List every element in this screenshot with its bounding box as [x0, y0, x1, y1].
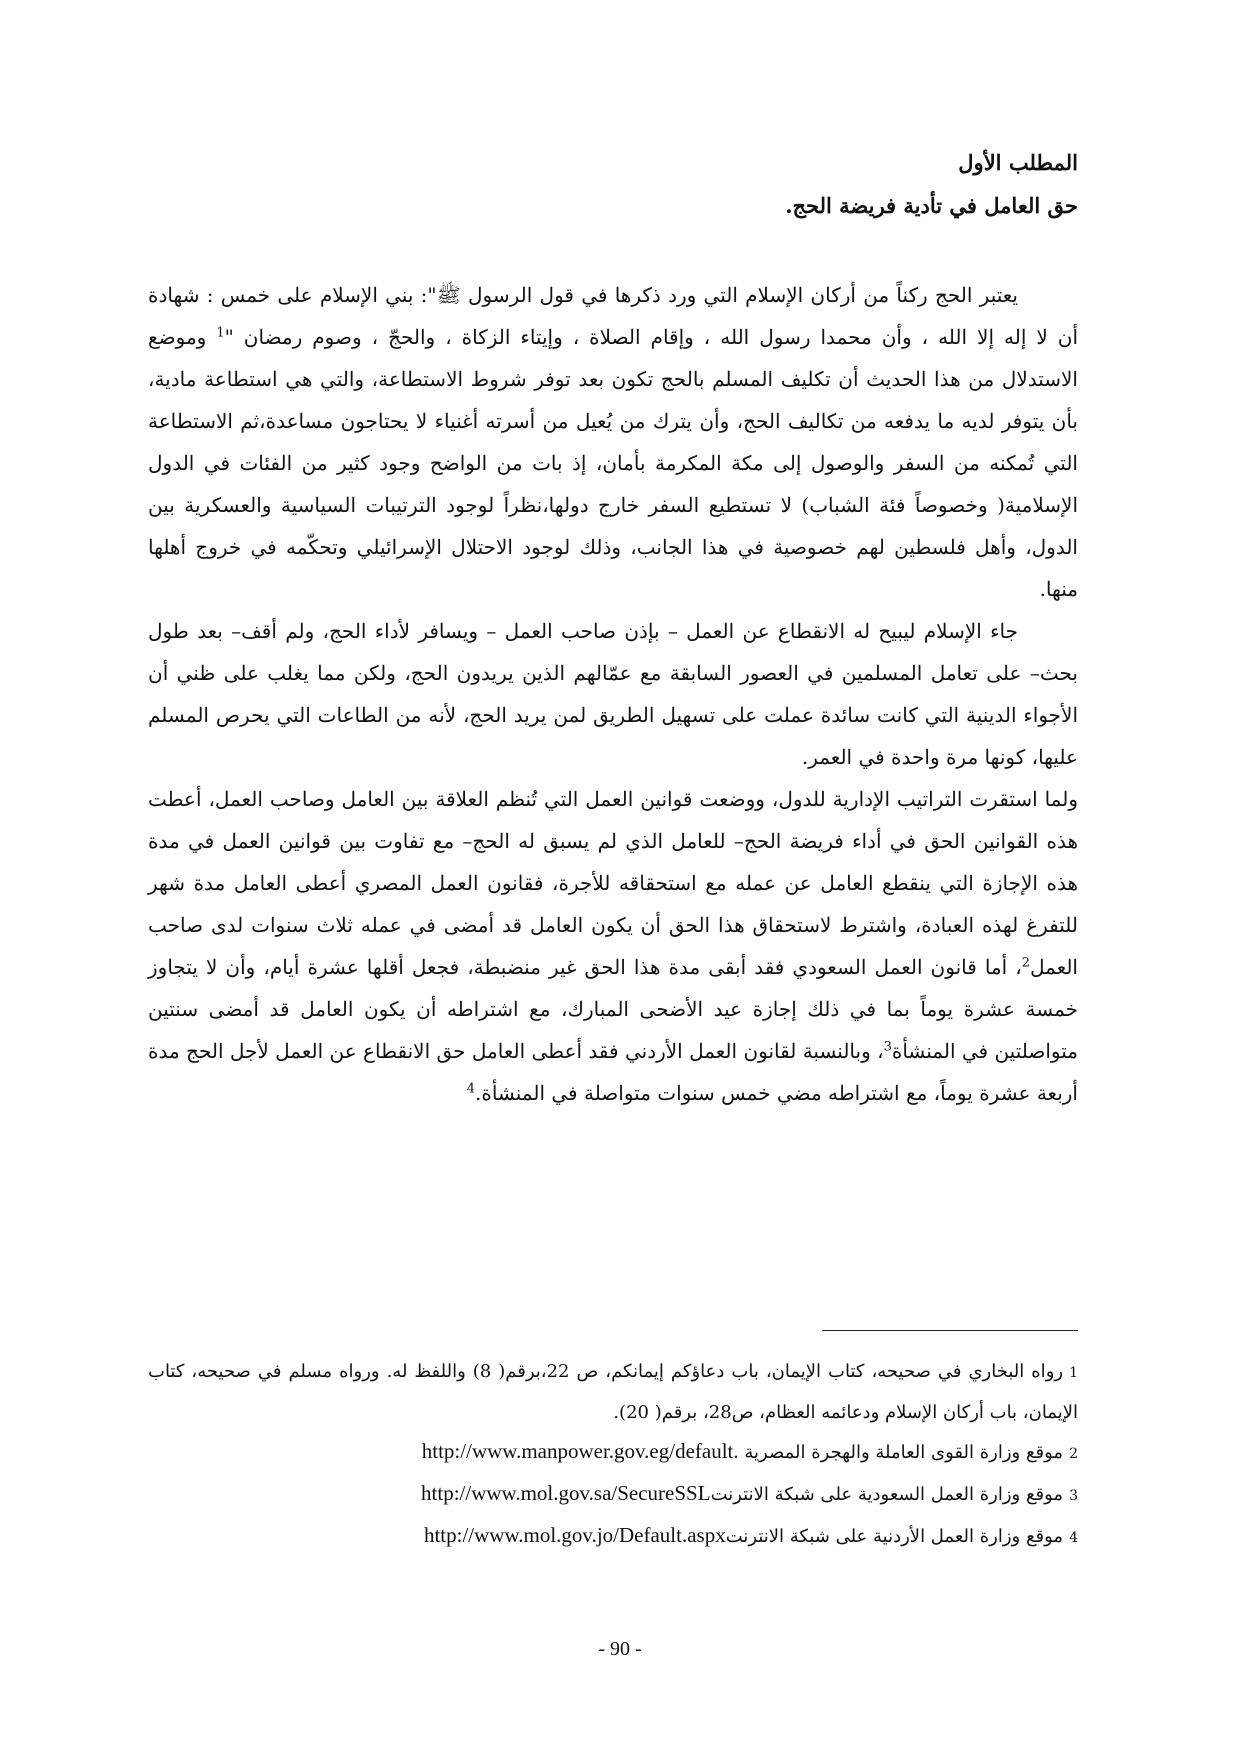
section-title: حق العامل في تأدية فريضة الحج. [785, 193, 1078, 218]
paragraph-3-continuation-2: ، وبالنسبة لقانون العمل الأردني فقد أعطى العامل حق الانقطاع عن العمل لأجل الحج مدة أربعة عشرة يوماً، مع اشتراطه مضي خمس سنوات متواصلة في المنشأة. [148, 1039, 1078, 1105]
footnote-ref-4[interactable]: 4 [466, 1081, 475, 1097]
page-number: - 90 - [598, 1638, 642, 1660]
footnote-ref-2[interactable]: 2 [1021, 955, 1030, 971]
paragraph-1 [148, 274, 1078, 610]
footnote-2-link[interactable]: http://www.manpower.gov.eg/default. [421, 1439, 739, 1463]
paragraph-3 [148, 778, 1078, 1114]
footnote-3-number: 3 [1069, 1488, 1078, 1504]
footnote-1-text: رواه البخاري في صحيحه، كتاب الإيمان، باب دعاؤكم إيمانكم، ص 22،برقم( 8) واللفظ له. ورواه مسلم في صحيحه، كتاب الإيمان، باب أركان الإسلام ودعائمه العظام، ص28، برقم( 20). [148, 1361, 1078, 1423]
footnote-4-number: 4 [1069, 1530, 1078, 1546]
paragraph-1-text: يعتبر الحج ركناً من أركان الإسلام التي ورد ذكرها في قول الرسول ﷺ": بني الإسلام على خمس : شهادة أن لا إله إلا الله ، وأن محمدا رسول الله ، وإقام الصلاة ، وإيتاء الزكاة ، والحجّ ، وصوم رمضان " [148, 283, 1079, 349]
footnote-1-number: 1 [1069, 1365, 1078, 1381]
section-label: المطلب الأول [958, 150, 1078, 175]
footnote-1 [148, 1352, 1078, 1432]
footnote-4-link[interactable]: http://www.mol.gov.jo/Default.aspx [423, 1523, 726, 1547]
footnote-2 [148, 1432, 1078, 1474]
paragraph-3-text: ولما استقرت التراتيب الإدارية للدول، ووضعت قوانين العمل التي تُنظم العلاقة بين العامل وصاحب العمل، أعطت هذه القوانين الحق في أداء فريضة الحج– للعامل الذي لم يسبق له الحج– مع تفاوت بين قوانين العمل في مدة هذه الإجازة التي ينقطع العامل عن عمله مع استحقاقه للأجرة، فقانون العمل المصري أعطى العامل مدة شهر للتفرغ لهذه العبادة، واشترط لاستحقاق هذا الحق أن يكون العامل قد أمضى في عمله ثلاث سنوات لدى صاحب العمل [148, 787, 1078, 979]
footnote-2-number: 2 [1069, 1446, 1078, 1462]
footnote-2-text: موقع وزارة القوى العاملة والهجرة المصرية [744, 1442, 1064, 1463]
footnote-3-link[interactable]: http://www.mol.gov.sa/SecureSSL [421, 1481, 711, 1505]
paragraph-3-continuation-1: ، أما قانون العمل السعودي فقد أبقى مدة هذا الحق غير منضبطة، فجعل أقلها عشرة أيام، وأن لا يتجاوز خمسة عشرة يوماً بما في ذلك إجازة عيد الأضحى المبارك، مع اشتراطه أن يكون العامل قد أمضى سنتين متواصلتين في المنشأة [148, 955, 1078, 1063]
footnote-4-text: موقع وزارة العمل الأردنية على شبكة الانترنت [725, 1526, 1064, 1547]
footnote-3-text: موقع وزارة العمل السعودية على شبكة الانترنت [710, 1484, 1064, 1505]
footnote-ref-3[interactable]: 3 [883, 1039, 892, 1055]
paragraph-1-continuation: وموضع الاستدلال من هذا الحديث أن تكليف المسلم بالحج تكون بعد توفر شروط الاستطاعة، والتي هي استطاعة مادية، بأن يتوفر لديه ما يدفعه من تكاليف الحج، وأن يترك من يُعيل من أسرته أغنياء لا يحتاجون مساعدة،ثم الاستطاعة التي تُمكنه من السفر والوصول إلى مكة المكرمة بأمان، إذ بات من الواضح وجود كثير من الفئات في الدول الإسلامية( وخصوصاً فئة الشباب) لا تستطيع السفر خارج دولها،نظراً لوجود الترتيبات السياسية والعسكرية بين الدول، وأهل فلسطين لهم خصوصية في هذا الجانب، وذلك لوجود الاحتلال الإسرائيلي وتحكّمه في خروج أهلها منها. [148, 325, 1078, 601]
footnote-3 [148, 1474, 1078, 1516]
footnote-4 [148, 1516, 1078, 1558]
footnotes [148, 1352, 1078, 1558]
footnote-ref-1[interactable]: 1 [216, 325, 225, 341]
page-content [148, 150, 1078, 1114]
paragraph-2 [148, 610, 1078, 778]
paragraph-2-text: جاء الإسلام ليبيح له الانقطاع عن العمل – بإذن صاحب العمل – ويسافر لأداء الحج، ولم أقف– بعد طول بحث– على تعامل المسلمين في العصور السابقة مع عمّالهم الذين يريدون الحج، ولكن مما يغلب على ظني أن الأجواء الدينية التي كانت سائدة عملت على تسهيل الطريق لمن يريد الحج، لأنه من الطاعات التي يحرص المسلم عليها، كونها مرة واحدة في العمر. [148, 619, 1078, 769]
footnote-separator [822, 1330, 1078, 1331]
